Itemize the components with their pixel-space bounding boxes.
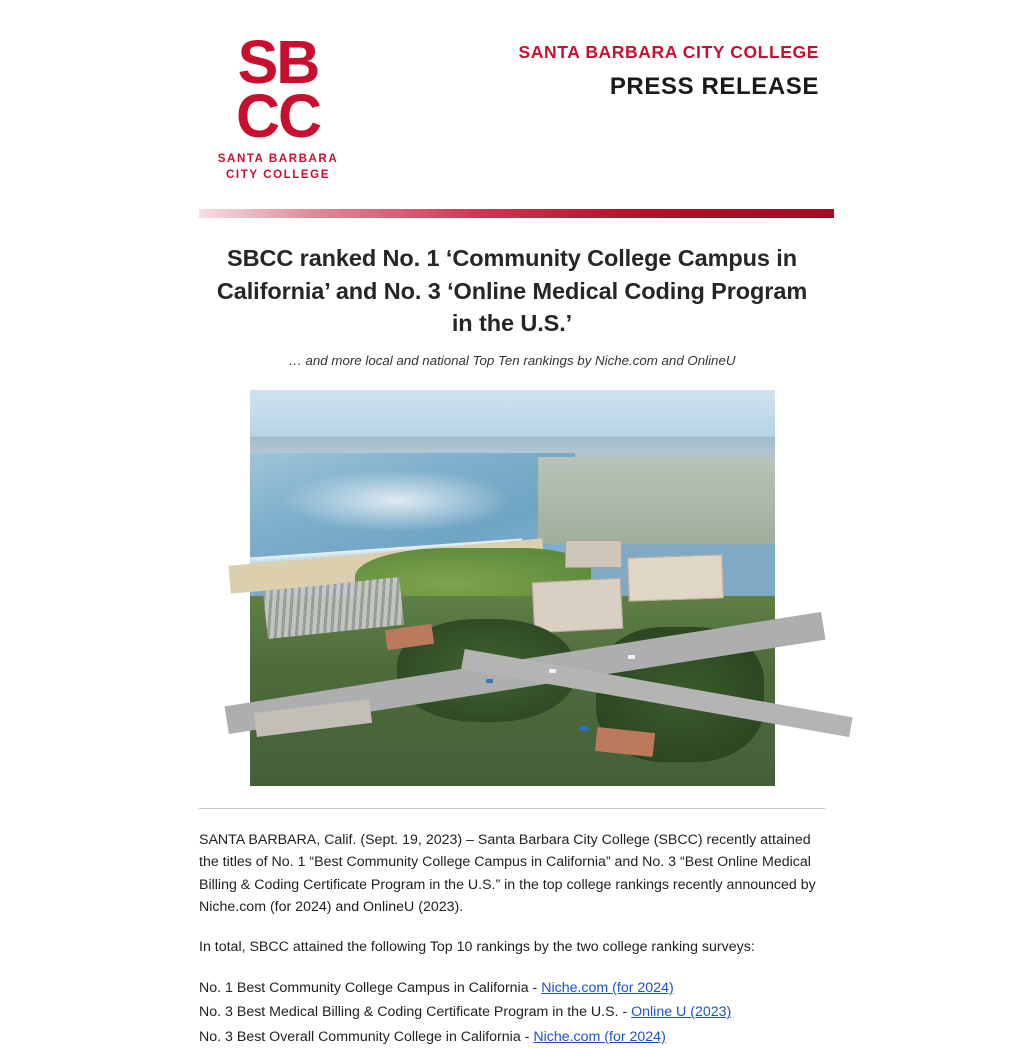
- photo-car-1: [549, 669, 556, 673]
- organization-name: SANTA BARBARA CITY COLLEGE: [518, 42, 819, 62]
- list-item: [199, 977, 825, 999]
- photo-car-3: [486, 679, 493, 683]
- ranking-source-link[interactable]: Niche.com (for 2024): [541, 979, 674, 996]
- article-body: [0, 809, 1024, 1048]
- paragraph-dateline: SANTA BARBARA, Calif. (Sept. 19, 2023) – Santa Barbara City College (SBCC) recently attained the titles of No. 1 “Best Community College Campus in California” and No. 3 “Best Online Medical Billing & Coding Certificate Program in the U.S.” in the top college rankings recently announced by Niche.com (for 2024) and OnlineU (2023).: [199, 831, 816, 915]
- hero-image-container: [0, 390, 1024, 786]
- page-subtitle: … and more local and national Top Ten rankings by Niche.com and OnlineU: [288, 352, 736, 368]
- logo-mark-line2: CC: [235, 81, 321, 150]
- gradient-divider: [199, 209, 834, 218]
- logo-subtext-line1: SANTA BARBARA: [217, 153, 339, 166]
- ranking-source-link[interactable]: Online U (2023): [631, 1004, 732, 1021]
- ranking-text: No. 3 Best Overall Community College in California -: [199, 1028, 534, 1045]
- header-rule-container: [0, 209, 1024, 218]
- photo-building-b: [627, 554, 723, 601]
- ranking-text: No. 3 Best Medical Billing & Coding Certificate Program in the U.S. -: [199, 1004, 632, 1021]
- list-item: [199, 1001, 825, 1023]
- list-item: [199, 1026, 825, 1048]
- sbcc-logo: [213, 28, 343, 183]
- paragraph-intro-list: In total, SBCC attained the following Top 10 rankings by the two college ranking surveys:: [199, 939, 755, 956]
- photo-car-4: [580, 726, 589, 731]
- document-type: PRESS RELEASE: [609, 73, 819, 100]
- photo-building-a: [532, 577, 624, 633]
- photo-coastline-town: [538, 457, 774, 544]
- photo-building-c: [565, 540, 623, 568]
- document-header: [0, 0, 1024, 183]
- logo-subtext: [213, 152, 343, 183]
- logo-subtext-line2: CITY COLLEGE: [226, 168, 330, 181]
- ranking-text: No. 1 Best Community College Campus in California -: [199, 979, 542, 996]
- campus-aerial-photo: [250, 390, 775, 786]
- header-titles: [519, 28, 819, 101]
- ranking-source-link[interactable]: Niche.com (for 2024): [533, 1028, 666, 1045]
- photo-sun-glare: [281, 469, 512, 532]
- logo-mark-line1: SB: [237, 28, 319, 96]
- title-block: [0, 218, 1024, 367]
- rankings-list: [199, 977, 825, 1048]
- photo-car-2: [628, 655, 635, 659]
- page-title: SBCC ranked No. 1 ‘Community College Campus in California’ and No. 3 ‘Online Medical Coding Program in the U.S.’: [216, 245, 808, 337]
